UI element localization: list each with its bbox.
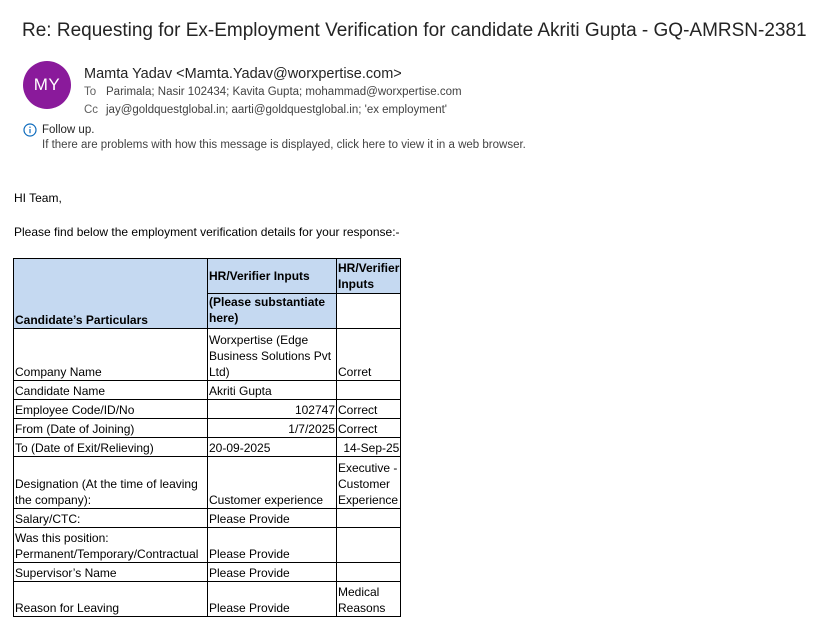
- table-row: [14, 528, 401, 563]
- row-label: Supervisor’s Name: [14, 563, 208, 582]
- to-row: [84, 86, 462, 98]
- row-label: Candidate Name: [14, 381, 208, 400]
- row-verifier: [337, 563, 401, 582]
- row-verifier: Correct: [337, 400, 401, 419]
- row-input: Please Provide: [208, 582, 337, 617]
- cc-label: Cc: [84, 104, 99, 116]
- row-label: From (Date of Joining): [14, 419, 208, 438]
- table-row: [14, 563, 401, 582]
- table-row: [14, 419, 401, 438]
- table-row: [14, 400, 401, 419]
- row-verifier: Corret: [337, 329, 401, 381]
- table-row: [14, 329, 401, 381]
- verification-table: [13, 258, 401, 617]
- follow-up-flag: Follow up.: [42, 124, 95, 136]
- row-label: Reason for Leaving: [14, 582, 208, 617]
- row-input: 102747: [208, 400, 337, 419]
- to-label: To: [84, 86, 97, 98]
- intro-text: Please find below the employment verification details for your response:-: [14, 225, 400, 239]
- info-icon: [23, 123, 37, 137]
- row-verifier: Medical Reasons: [337, 582, 401, 617]
- row-verifier: [337, 509, 401, 528]
- cc-row: [84, 104, 447, 116]
- email-subject: Re: Requesting for Ex-Employment Verification for candidate Akriti Gupta - GQ-AMRSN-2381: [22, 20, 807, 41]
- row-label: Designation (At the time of leaving the company):: [14, 457, 208, 509]
- table-row: [14, 381, 401, 400]
- cc-recipients[interactable]: jay@goldquestglobal.in; aarti@goldquestglobal.in; 'ex employment': [106, 104, 447, 116]
- to-recipients[interactable]: Parimala; Nasir 102434; Kavita Gupta; mohammad@worxpertise.com: [106, 86, 462, 98]
- header-empty-cell: [337, 294, 401, 329]
- row-verifier: Executive - Customer Experience: [337, 457, 401, 509]
- row-label: Was this position: Permanent/Temporary/Contractual: [14, 528, 208, 563]
- row-label: Company Name: [14, 329, 208, 381]
- row-input: 1/7/2025: [208, 419, 337, 438]
- row-input: Akriti Gupta: [208, 381, 337, 400]
- row-input: Customer experience: [208, 457, 337, 509]
- row-input: Worxpertise (Edge Business Solutions Pvt Ltd): [208, 329, 337, 381]
- row-input: Please Provide: [208, 528, 337, 563]
- row-verifier: [337, 528, 401, 563]
- row-verifier: [337, 381, 401, 400]
- row-input: 20-09-2025: [208, 438, 337, 457]
- sender-from[interactable]: Mamta Yadav <Mamta.Yadav@worxpertise.com>: [84, 66, 402, 82]
- row-label: Salary/CTC:: [14, 509, 208, 528]
- header-hr-inputs: HR/Verifier Inputs: [208, 259, 337, 294]
- table-row: [14, 438, 401, 457]
- table-row: [14, 509, 401, 528]
- header-candidate-particulars: Candidate’s Particulars: [14, 259, 208, 329]
- table-row: [14, 582, 401, 617]
- row-verifier: Correct: [337, 419, 401, 438]
- greeting: HI Team,: [14, 191, 62, 205]
- row-label: To (Date of Exit/Relieving): [14, 438, 208, 457]
- row-input: Please Provide: [208, 509, 337, 528]
- table-row: [14, 457, 401, 509]
- row-verifier: 14-Sep-25: [337, 438, 401, 457]
- header-substantiate: (Please substantiate here): [208, 294, 337, 329]
- view-in-browser-notice[interactable]: If there are problems with how this message is displayed, click here to view it in a web browser.: [42, 139, 526, 151]
- header-hr-inputs-2: HR/Verifier Inputs: [337, 259, 401, 294]
- row-input: Please Provide: [208, 563, 337, 582]
- row-label: Employee Code/ID/No: [14, 400, 208, 419]
- sender-avatar[interactable]: MY: [23, 61, 71, 109]
